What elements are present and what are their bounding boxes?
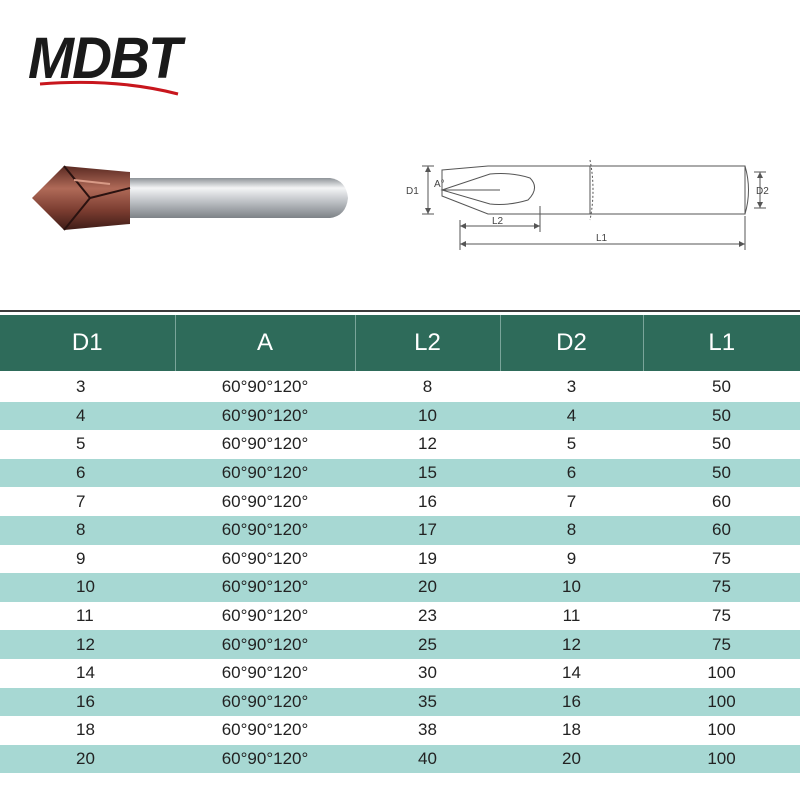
cell-d1: 7 [76, 491, 86, 511]
cell-d2: 14 [562, 663, 581, 683]
cell-l2: 10 [355, 402, 500, 431]
cell-d2: 11 [562, 606, 581, 626]
table-row [0, 516, 800, 545]
l1-dim-label: L1 [596, 233, 608, 244]
cell-a: 60°90°120° [175, 573, 355, 602]
cell-l1: 50 [712, 377, 731, 397]
header-d1: D1 [0, 315, 175, 372]
specification-table [0, 315, 800, 773]
header-d2: D2 [500, 315, 643, 372]
cell-l2: 40 [355, 745, 500, 774]
cell-d2: 9 [566, 548, 577, 568]
cell-l2: 17 [355, 516, 500, 545]
section-divider [0, 310, 800, 312]
cell-d1: 4 [0, 402, 175, 431]
cell-l1: 60 [643, 516, 800, 545]
cell-a: 60°90°120° [175, 459, 355, 488]
cell-l1: 75 [643, 630, 800, 659]
tool-shank [130, 178, 348, 218]
cell-d1: 11 [76, 606, 94, 626]
cell-d2: 8 [500, 516, 643, 545]
cell-l1: 100 [643, 745, 800, 774]
cell-l2: 12 [418, 434, 437, 454]
table-row [0, 688, 800, 717]
cell-d1: 20 [0, 745, 175, 774]
cell-d2: 10 [500, 573, 643, 602]
table-row [0, 630, 800, 659]
table-row [0, 602, 800, 631]
cell-d2: 12 [500, 630, 643, 659]
cell-l2: 16 [418, 491, 437, 511]
cell-a: 60°90°120° [221, 491, 309, 511]
table-row [0, 545, 800, 574]
table-row [0, 659, 800, 688]
table-body [0, 372, 800, 773]
table-row [0, 372, 800, 402]
cell-l2: 8 [422, 377, 433, 397]
cell-a: 60°90°120° [175, 688, 355, 717]
cell-l1: 100 [707, 720, 736, 740]
cell-l1: 100 [707, 663, 736, 683]
header-l2: L2 [355, 315, 500, 372]
cell-d1: 18 [76, 720, 95, 740]
header-l1: L1 [643, 315, 800, 372]
brand-logo [26, 22, 186, 100]
cell-d2: 5 [566, 434, 577, 454]
table-row [0, 402, 800, 431]
cell-l1: 100 [643, 688, 800, 717]
cell-d2: 18 [562, 720, 581, 740]
cell-l2: 19 [418, 548, 437, 568]
d2-dim-label: D2 [756, 186, 769, 197]
table-row [0, 716, 800, 745]
cell-a: 60°90°120° [221, 606, 309, 626]
cell-l2: 20 [355, 573, 500, 602]
cell-d2: 16 [500, 688, 643, 717]
cell-d1: 8 [0, 516, 175, 545]
cell-l1: 75 [712, 606, 731, 626]
cell-a: 60°90°120° [221, 663, 309, 683]
cell-d1: 9 [76, 548, 86, 568]
cell-l1: 60 [712, 491, 731, 511]
cell-d1: 16 [0, 688, 175, 717]
cell-a: 60°90°120° [221, 720, 309, 740]
cell-l1: 75 [712, 548, 731, 568]
cell-d1: 3 [76, 377, 86, 397]
cell-d2: 4 [500, 402, 643, 431]
cell-l2: 30 [418, 663, 437, 683]
cell-d1: 10 [0, 573, 175, 602]
cell-l1: 75 [643, 573, 800, 602]
header-a: A [175, 315, 355, 372]
cell-l1: 50 [712, 434, 731, 454]
table-row [0, 430, 800, 459]
cell-d2: 3 [566, 377, 577, 397]
cell-d2: 7 [566, 491, 577, 511]
cell-l1: 50 [643, 402, 800, 431]
cell-d2: 20 [500, 745, 643, 774]
cell-a: 60°90°120° [175, 630, 355, 659]
l2-dim-label: L2 [492, 216, 504, 227]
chamfer-mill-image [30, 158, 360, 238]
cell-l2: 25 [355, 630, 500, 659]
cell-l1: 50 [643, 459, 800, 488]
technical-drawing [400, 150, 780, 260]
angle-dim-label: A° [434, 179, 445, 190]
cell-a: 60°90°120° [221, 377, 309, 397]
cell-d1: 6 [0, 459, 175, 488]
cell-d1: 12 [0, 630, 175, 659]
cell-l2: 38 [418, 720, 437, 740]
cell-a: 60°90°120° [221, 548, 309, 568]
table-row [0, 573, 800, 602]
cell-a: 60°90°120° [221, 434, 309, 454]
cell-l2: 23 [418, 606, 437, 626]
cell-l2: 15 [355, 459, 500, 488]
cell-d1: 14 [76, 663, 95, 683]
table-row [0, 487, 800, 516]
logo-text: MDBT [28, 26, 186, 91]
cell-d1: 5 [76, 434, 86, 454]
cell-a: 60°90°120° [175, 745, 355, 774]
cell-a: 60°90°120° [175, 516, 355, 545]
table-row [0, 459, 800, 488]
cell-a: 60°90°120° [175, 402, 355, 431]
cell-d2: 6 [500, 459, 643, 488]
table-row [0, 745, 800, 774]
table-header-row [0, 315, 800, 372]
d1-dim-label: D1 [406, 186, 419, 197]
tool-head [32, 166, 130, 230]
cell-l2: 35 [355, 688, 500, 717]
